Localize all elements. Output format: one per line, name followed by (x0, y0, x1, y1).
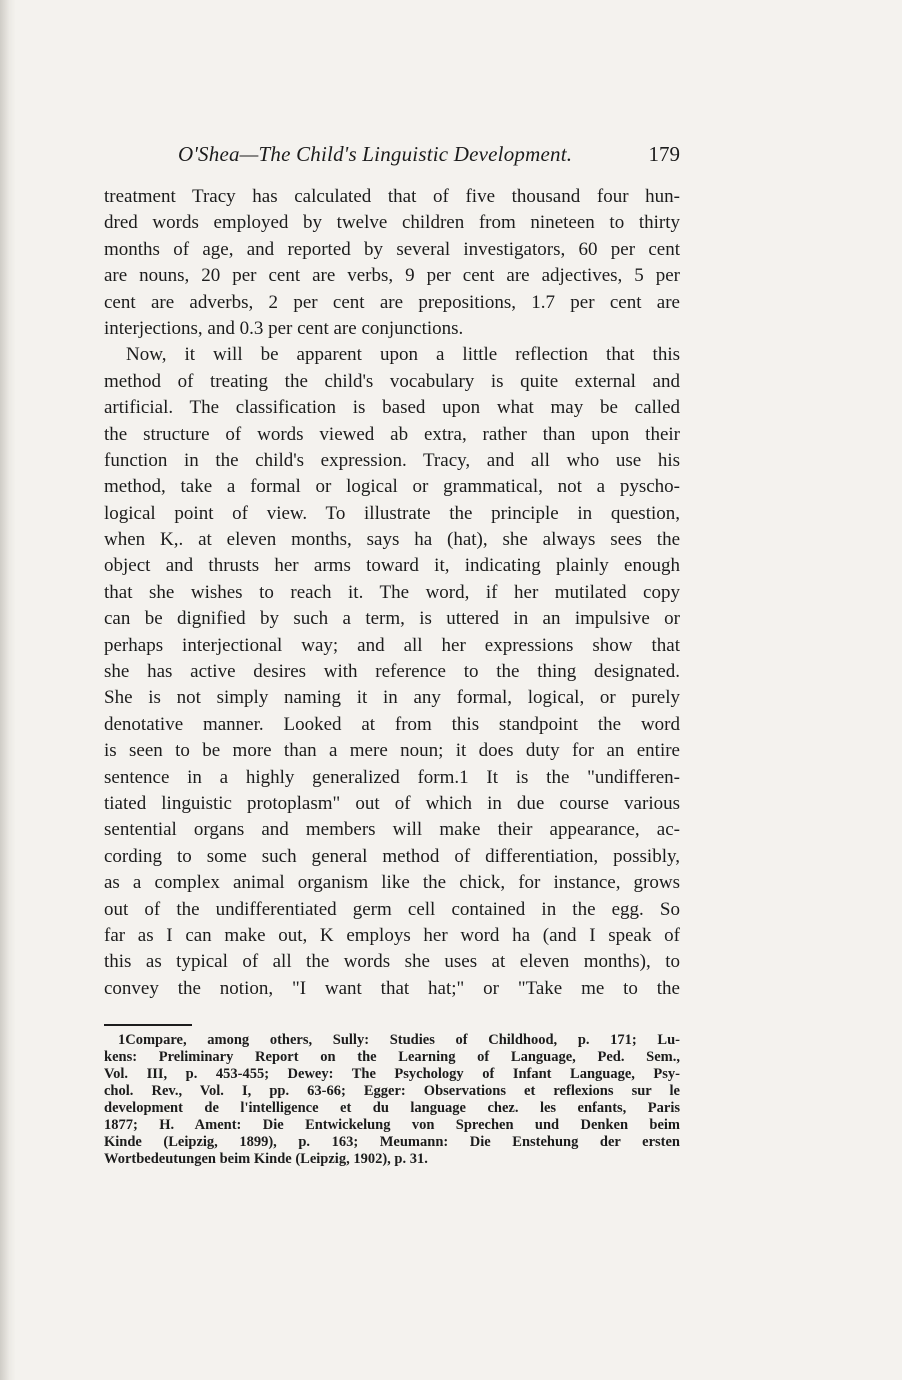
page-number: 179 (648, 142, 680, 166)
running-head: O'Shea—The Child's Linguistic Development. (178, 142, 573, 166)
body-line: when K,. at eleven months, says ha (hat), she always sees the (104, 529, 680, 551)
body-line: method, take a formal or logical or grammatical, not a pyscho- (104, 476, 680, 498)
footnotes (104, 1032, 680, 1168)
body-line: Now, it will be apparent upon a little reflection that this (126, 344, 680, 366)
body-line: months of age, and reported by several investigators, 60 per cent (104, 238, 680, 260)
footnote-line: Kinde (Leipzig, 1899), p. 163; Meumann: Die Enstehung der ersten (104, 1134, 680, 1150)
body-line: as a complex animal organism like the chick, for instance, grows (104, 872, 680, 894)
body-line: denotative manner. Looked at from this standpoint the word (104, 713, 680, 735)
body-line: cording to some such general method of differentiation, possibly, (104, 845, 680, 867)
body-line: she has active desires with reference to the thing designated. (104, 661, 680, 683)
body-line: that she wishes to reach it. The word, if her mutilated copy (104, 581, 680, 603)
body-line: the structure of words viewed ab extra, rather than upon their (104, 423, 680, 445)
footnote-line: 1877; H. Ament: Die Entwickelung von Sprechen und Denken beim (104, 1117, 680, 1133)
body-line: far as I can make out, K employs her word ha (and I speak of (104, 924, 680, 946)
body-line: method of treating the child's vocabulary is quite external and (104, 370, 680, 392)
page-edge-shadow (0, 0, 16, 1380)
body-line: treatment Tracy has calculated that of five thousand four hun- (104, 186, 680, 207)
body-line: function in the child's expression. Tracy, and all who use his (104, 449, 680, 471)
body-line: tiated linguistic protoplasm" out of which in due course various (104, 792, 680, 814)
body-line: is seen to be more than a mere noun; it does duty for an entire (104, 740, 680, 762)
body-line: sentential organs and members will make their appearance, ac- (104, 819, 680, 841)
footnote-line: Vol. III, p. 453-455; Dewey: The Psychology of Infant Language, Psy- (104, 1066, 680, 1082)
footnote-line: kens: Preliminary Report on the Learning of Language, Ped. Sem., (104, 1049, 680, 1065)
body-line: can be dignified by such a term, is uttered in an impulsive or (104, 608, 680, 630)
footnote-line: chol. Rev., Vol. I, pp. 63-66; Egger: Observations et reflexions sur le (104, 1083, 680, 1099)
body-line: convey the notion, "I want that hat;" or "Take me to the (104, 977, 680, 999)
body-line: object and thrusts her arms toward it, indicating plainly enough (104, 555, 680, 577)
body-line: out of the undifferentiated germ cell contained in the egg. So (104, 898, 680, 920)
body-line: perhaps interjectional way; and all her expressions show that (104, 634, 680, 656)
body-line: sentence in a highly generalized form.1 It is the "undifferen- (104, 766, 680, 788)
body-line: are nouns, 20 per cent are verbs, 9 per cent are adjectives, 5 per (104, 265, 680, 287)
footnote-line: Wortbedeutungen beim Kinde (Leipzig, 1902), p. 31. (104, 1151, 428, 1167)
footnote-line: development de l'intelligence et du language chez. les enfants, Paris (104, 1100, 680, 1116)
footnote-line: 1Compare, among others, Sully: Studies of Childhood, p. 171; Lu- (118, 1032, 680, 1048)
body-line: logical point of view. To illustrate the principle in question, (104, 502, 680, 524)
footnote-rule (104, 1024, 192, 1026)
body-line: this as typical of all the words she uses at eleven months), to (104, 951, 680, 973)
body-line: She is not simply naming it in any formal, logical, or purely (104, 687, 680, 709)
body-text (104, 184, 680, 1002)
page-header (104, 142, 680, 172)
body-line: interjections, and 0.3 per cent are conjunctions. (104, 317, 464, 339)
body-line: cent are adverbs, 2 per cent are prepositions, 1.7 per cent are (104, 291, 680, 313)
body-line: artificial. The classification is based upon what may be called (104, 397, 680, 419)
body-line: dred words employed by twelve children from nineteen to thirty (104, 212, 680, 234)
